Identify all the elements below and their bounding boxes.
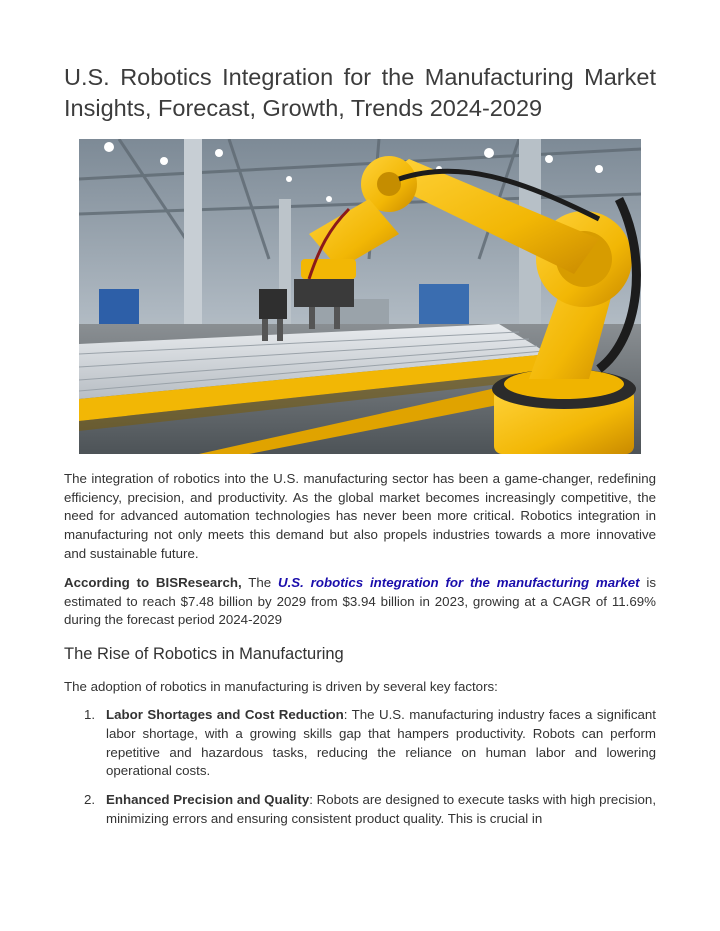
list-number: 1.	[84, 707, 96, 722]
robot-arm-photo	[79, 139, 641, 454]
market-lead-in: The	[248, 575, 272, 590]
section-intro: The adoption of robotics in manufacturing is driven by several key factors:	[64, 679, 498, 694]
factor-heading: Enhanced Precision and Quality	[106, 792, 310, 808]
market-report-link[interactable]: U.S. robotics integration for the manufacturing market	[278, 575, 640, 590]
section-heading: The Rise of Robotics in Manufacturing	[64, 645, 344, 663]
intro-paragraph: The integration of robotics into the U.S. manufacturing sector has been a game-changer, redefining efficiency, precision, and productivity. As the global market becomes increasingly competitive, the need for advanced automation technologies has never been more critical. Robotics integration in manufacturing not only meets this demand but also propels industries towards a more innovative and sustainable future.	[64, 471, 656, 561]
market-paragraph	[64, 574, 656, 630]
list-item	[64, 706, 656, 781]
factor-heading: Labor Shortages and Cost Reduction	[106, 707, 344, 722]
factors-list	[64, 706, 656, 839]
market-statement: is estimated to reach $7.48 billion by 2029 from $3.94 billion in 2023, growing at a CAGR of 11.69% during the forecast period 2024-2029	[64, 575, 656, 628]
list-number: 2.	[84, 792, 96, 808]
source-label: According to BISResearch,	[64, 575, 242, 590]
document-title: U.S. Robotics Integration for the Manufacturing Market Insights, Forecast, Growth, Trends 2024-2029	[64, 64, 656, 121]
factor-body: : Robots are designed to execute tasks with high precision, minimizing errors and ensuring consistent product quality. This is crucial in	[106, 792, 657, 826]
list-item	[64, 791, 656, 829]
factor-body: : The U.S. manufacturing industry faces a significant labor shortage, with a growing skills gap that hampers productivity. Robots can perform repetitive and hazardous tasks, reducing the reliance on human labor and lowering operational costs.	[106, 707, 656, 779]
